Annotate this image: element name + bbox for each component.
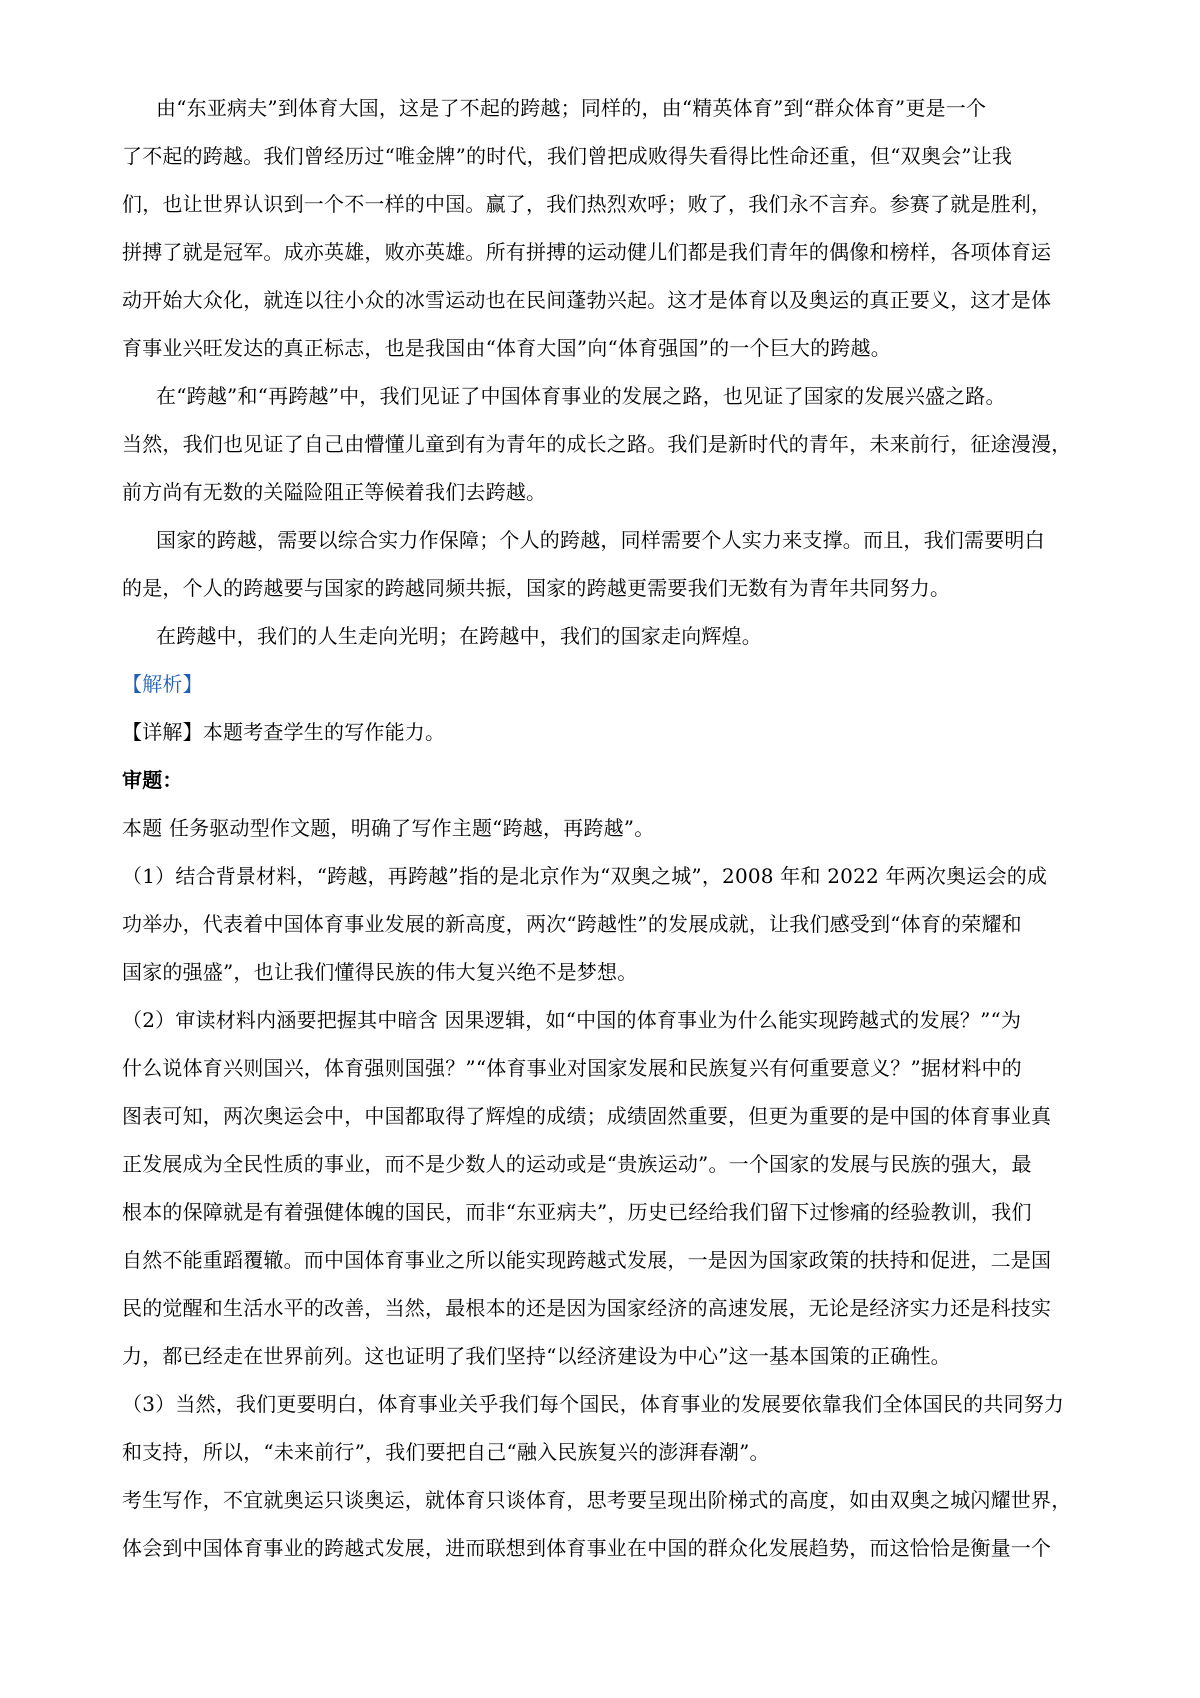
essay-p1-line-6: 育事业兴旺发达的真正标志，也是我国由“体育大国”向“体育强国”的一个巨大的跨越。 xyxy=(122,336,891,360)
essay-p2-line-1: 在“跨越”和“再跨越”中，我们见证了中国体育事业的发展之路，也见证了国家的发展兴盛之路。 xyxy=(156,384,1006,408)
essay-p2-line-2: 当然，我们也见证了自己由懵懂儿童到有为青年的成长之路。我们是新时代的青年，未来前行，征途漫漫， xyxy=(122,432,1072,456)
point3-line-2: 和支持，所以，“未来前行”，我们要把自己“融入民族复兴的澎湃春潮”。 xyxy=(122,1440,770,1464)
point2-line-5: 根本的保障就是有着强健体魄的国民，而非“东亚病夫”，历史已经给我们留下过惨痛的经验教训，我们 xyxy=(122,1200,1032,1224)
essay-p1-line-5: 动开始大众化，就连以往小众的冰雪运动也在民间蓬勃兴起。这才是体育以及奥运的真正要义，这才是体 xyxy=(122,288,1052,312)
point2-line-8: 力，都已经走在世界前列。这也证明了我们坚持“以经济建设为中心”这一基本国策的正确性。 xyxy=(122,1344,951,1368)
intro-line: 本题 任务驱动型作文题，明确了写作主题“跨越，再跨越”。 xyxy=(122,816,655,840)
essay-p4-line-1: 在跨越中，我们的人生走向光明；在跨越中，我们的国家走向辉煌。 xyxy=(156,624,762,648)
point2-line-2: 什么说体育兴则国兴，体育强则国强？”“体育事业对国家发展和民族复兴有何重要意义？”据材料中的 xyxy=(122,1056,1022,1080)
essay-p1-line-2: 了不起的跨越。我们曾经历过“唯金牌”的时代，我们曾把成败得失看得比性命还重，但“双奥会”让我 xyxy=(122,144,1013,168)
point3-line-1: （3）当然，我们更要明白，体育事业关乎我们每个国民，体育事业的发展要依靠我们全体国民的共同努力 xyxy=(122,1392,1065,1416)
point2-line-1: （2）审读材料内涵要把握其中暗含 因果逻辑，如“中国的体育事业为什么能实现跨越式的发展？”“为 xyxy=(122,1008,1022,1032)
closing-line-1: 考生写作，不宜就奥运只谈奥运，就体育只谈体育，思考要呈现出阶梯式的高度，如由双奥之城闪耀世界， xyxy=(122,1488,1072,1512)
review-heading: 审题： xyxy=(122,768,183,792)
point2-line-3: 图表可知，两次奥运会中，中国都取得了辉煌的成绩；成绩固然重要，但更为重要的是中国的体育事业真 xyxy=(122,1104,1052,1128)
point1-line-1: （1）结合背景材料，“跨越，再跨越”指的是北京作为“双奥之城”，2008 年和 2022 年两次奥运会的成 xyxy=(122,864,1048,888)
point2-line-4: 正发展成为全民性质的事业，而不是少数人的运动或是“贵族运动”。一个国家的发展与民族的强大，最 xyxy=(122,1152,1032,1176)
essay-p2-line-3: 前方尚有无数的关隘险阻正等候着我们去跨越。 xyxy=(122,480,547,504)
essay-p1-line-3: 们，也让世界认识到一个不一样的中国。赢了，我们热烈欢呼；败了，我们永不言弃。参赛了就是胜利， xyxy=(122,192,1052,216)
essay-p3-line-1: 国家的跨越，需要以综合实力作保障；个人的跨越，同样需要个人实力来支撑。而且，我们需要明白 xyxy=(156,528,1045,552)
point1-line-2: 功举办，代表着中国体育事业发展的新高度，两次“跨越性”的发展成就，让我们感受到“体育的荣耀和 xyxy=(122,912,1022,936)
point2-line-7: 民的觉醒和生活水平的改善，当然，最根本的还是因为国家经济的高速发展，无论是经济实力还是科技实 xyxy=(122,1296,1052,1320)
point1-line-3: 国家的强盛”，也让我们懂得民族的伟大复兴绝不是梦想。 xyxy=(122,960,638,984)
essay-p1-line-1: 由“东亚病夫”到体育大国，这是了不起的跨越；同样的，由“精英体育”到“群众体育”更是一个 xyxy=(156,96,987,120)
point2-line-6: 自然不能重蹈覆辙。而中国体育事业之所以能实现跨越式发展，一是因为国家政策的扶持和促进，二是国 xyxy=(122,1248,1052,1272)
essay-p3-line-2: 的是，个人的跨越要与国家的跨越同频共振，国家的跨越更需要我们无数有为青年共同努力。 xyxy=(122,576,951,600)
detail-line: 【详解】本题考查学生的写作能力。 xyxy=(122,720,446,744)
closing-line-2: 体会到中国体育事业的跨越式发展，进而联想到体育事业在中国的群众化发展趋势，而这恰恰是衡量一个 xyxy=(122,1536,1052,1560)
essay-p1-line-4: 拼搏了就是冠军。成亦英雄，败亦英雄。所有拼搏的运动健儿们都是我们青年的偶像和榜样，各项体育运 xyxy=(122,240,1052,264)
analysis-tag: 【解析】 xyxy=(122,672,203,696)
